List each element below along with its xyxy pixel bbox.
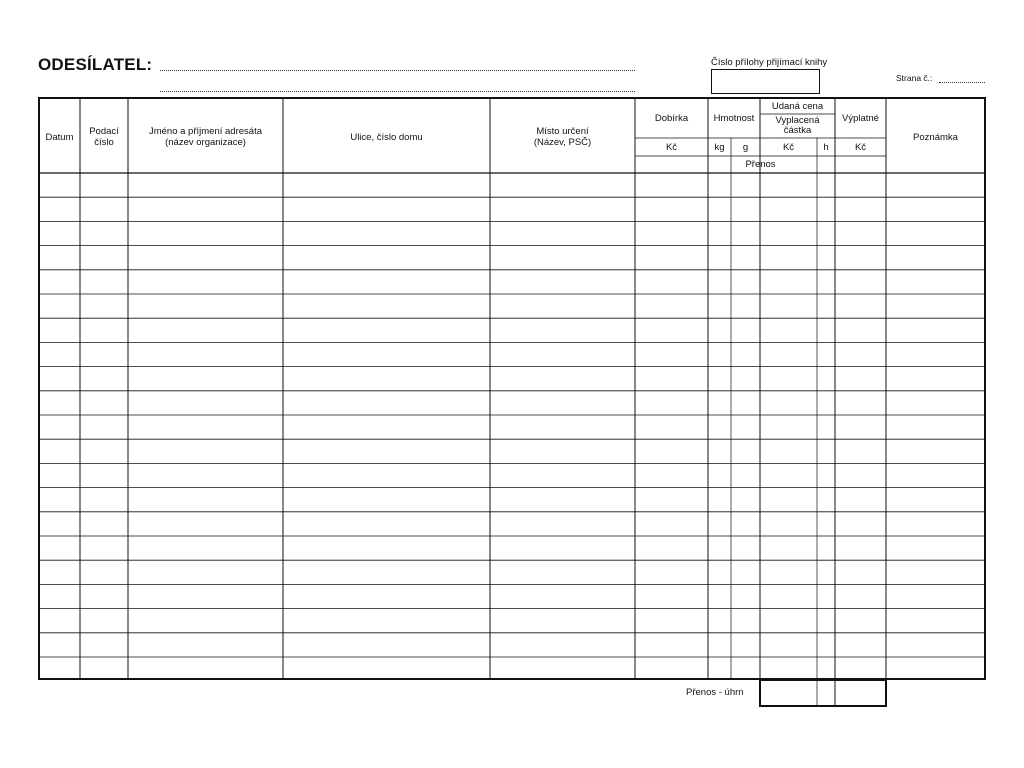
table-outer-border [39,98,985,679]
unit-kc-cena-text: Kč [782,141,795,153]
header-ulice [283,99,490,175]
header-misto-line1: Místo určení [536,126,589,137]
header-jmeno [128,99,283,175]
unit-kc-dobirka-text: Kč [665,141,678,153]
header-vyplacena-line1: Vyplacená [775,115,820,126]
header-misto-line2: (Název, PSČ) [533,137,592,148]
header-podaci-line1: Podací [89,126,119,137]
header-vyplacena-line2: částka [783,125,812,136]
unit-kg [708,138,731,156]
footer-total-box[interactable] [760,680,885,706]
unit-kc-vyplatne-text: Kč [854,141,867,153]
header-datum-text: Datum [45,131,74,143]
header-udana-cena [760,99,835,114]
header-podaci [80,99,128,175]
header-udana-cena-text: Udaná cena [771,101,824,112]
header-jmeno-line2: (název organizace) [165,137,246,148]
unit-g-text: g [742,141,749,153]
unit-kc-vyplatne [835,138,886,156]
unit-h [817,138,835,156]
carry-over-text: Přenos [745,158,776,170]
attachment-label: Číslo přílohy přijímací knihy [711,57,828,68]
page-label: Strana č.: [896,73,933,83]
header-hmotnost [708,99,760,138]
header-datum [39,99,80,175]
sender-label: ODESÍLATEL: [38,55,153,74]
header-poznamka-text: Poznámka [913,131,958,143]
unit-h-text: h [823,141,829,153]
header-misto [490,99,635,175]
unit-kc-dobirka [635,138,708,156]
unit-kc-cena [760,138,817,156]
header-dobirka [635,99,708,138]
header-poznamka [886,99,985,175]
header-podaci-line2: číslo [94,137,114,148]
header-vyplatne [835,99,886,138]
header-vyplatne-text: Výplatné [842,113,879,124]
header-hmotnost-text: Hmotnost [713,113,755,124]
header-jmeno-line1: Jméno a příjmení adresáta [148,126,262,137]
header-dobirka-text: Dobírka [654,113,689,124]
carry-over-row [635,156,886,172]
footer-total-label: Přenos - úhrn [686,687,744,698]
header-vyplacena [760,114,835,138]
header-ulice-text: Ulice, číslo domu [350,131,423,143]
unit-kg-text: kg [714,141,725,153]
unit-g [731,138,760,156]
